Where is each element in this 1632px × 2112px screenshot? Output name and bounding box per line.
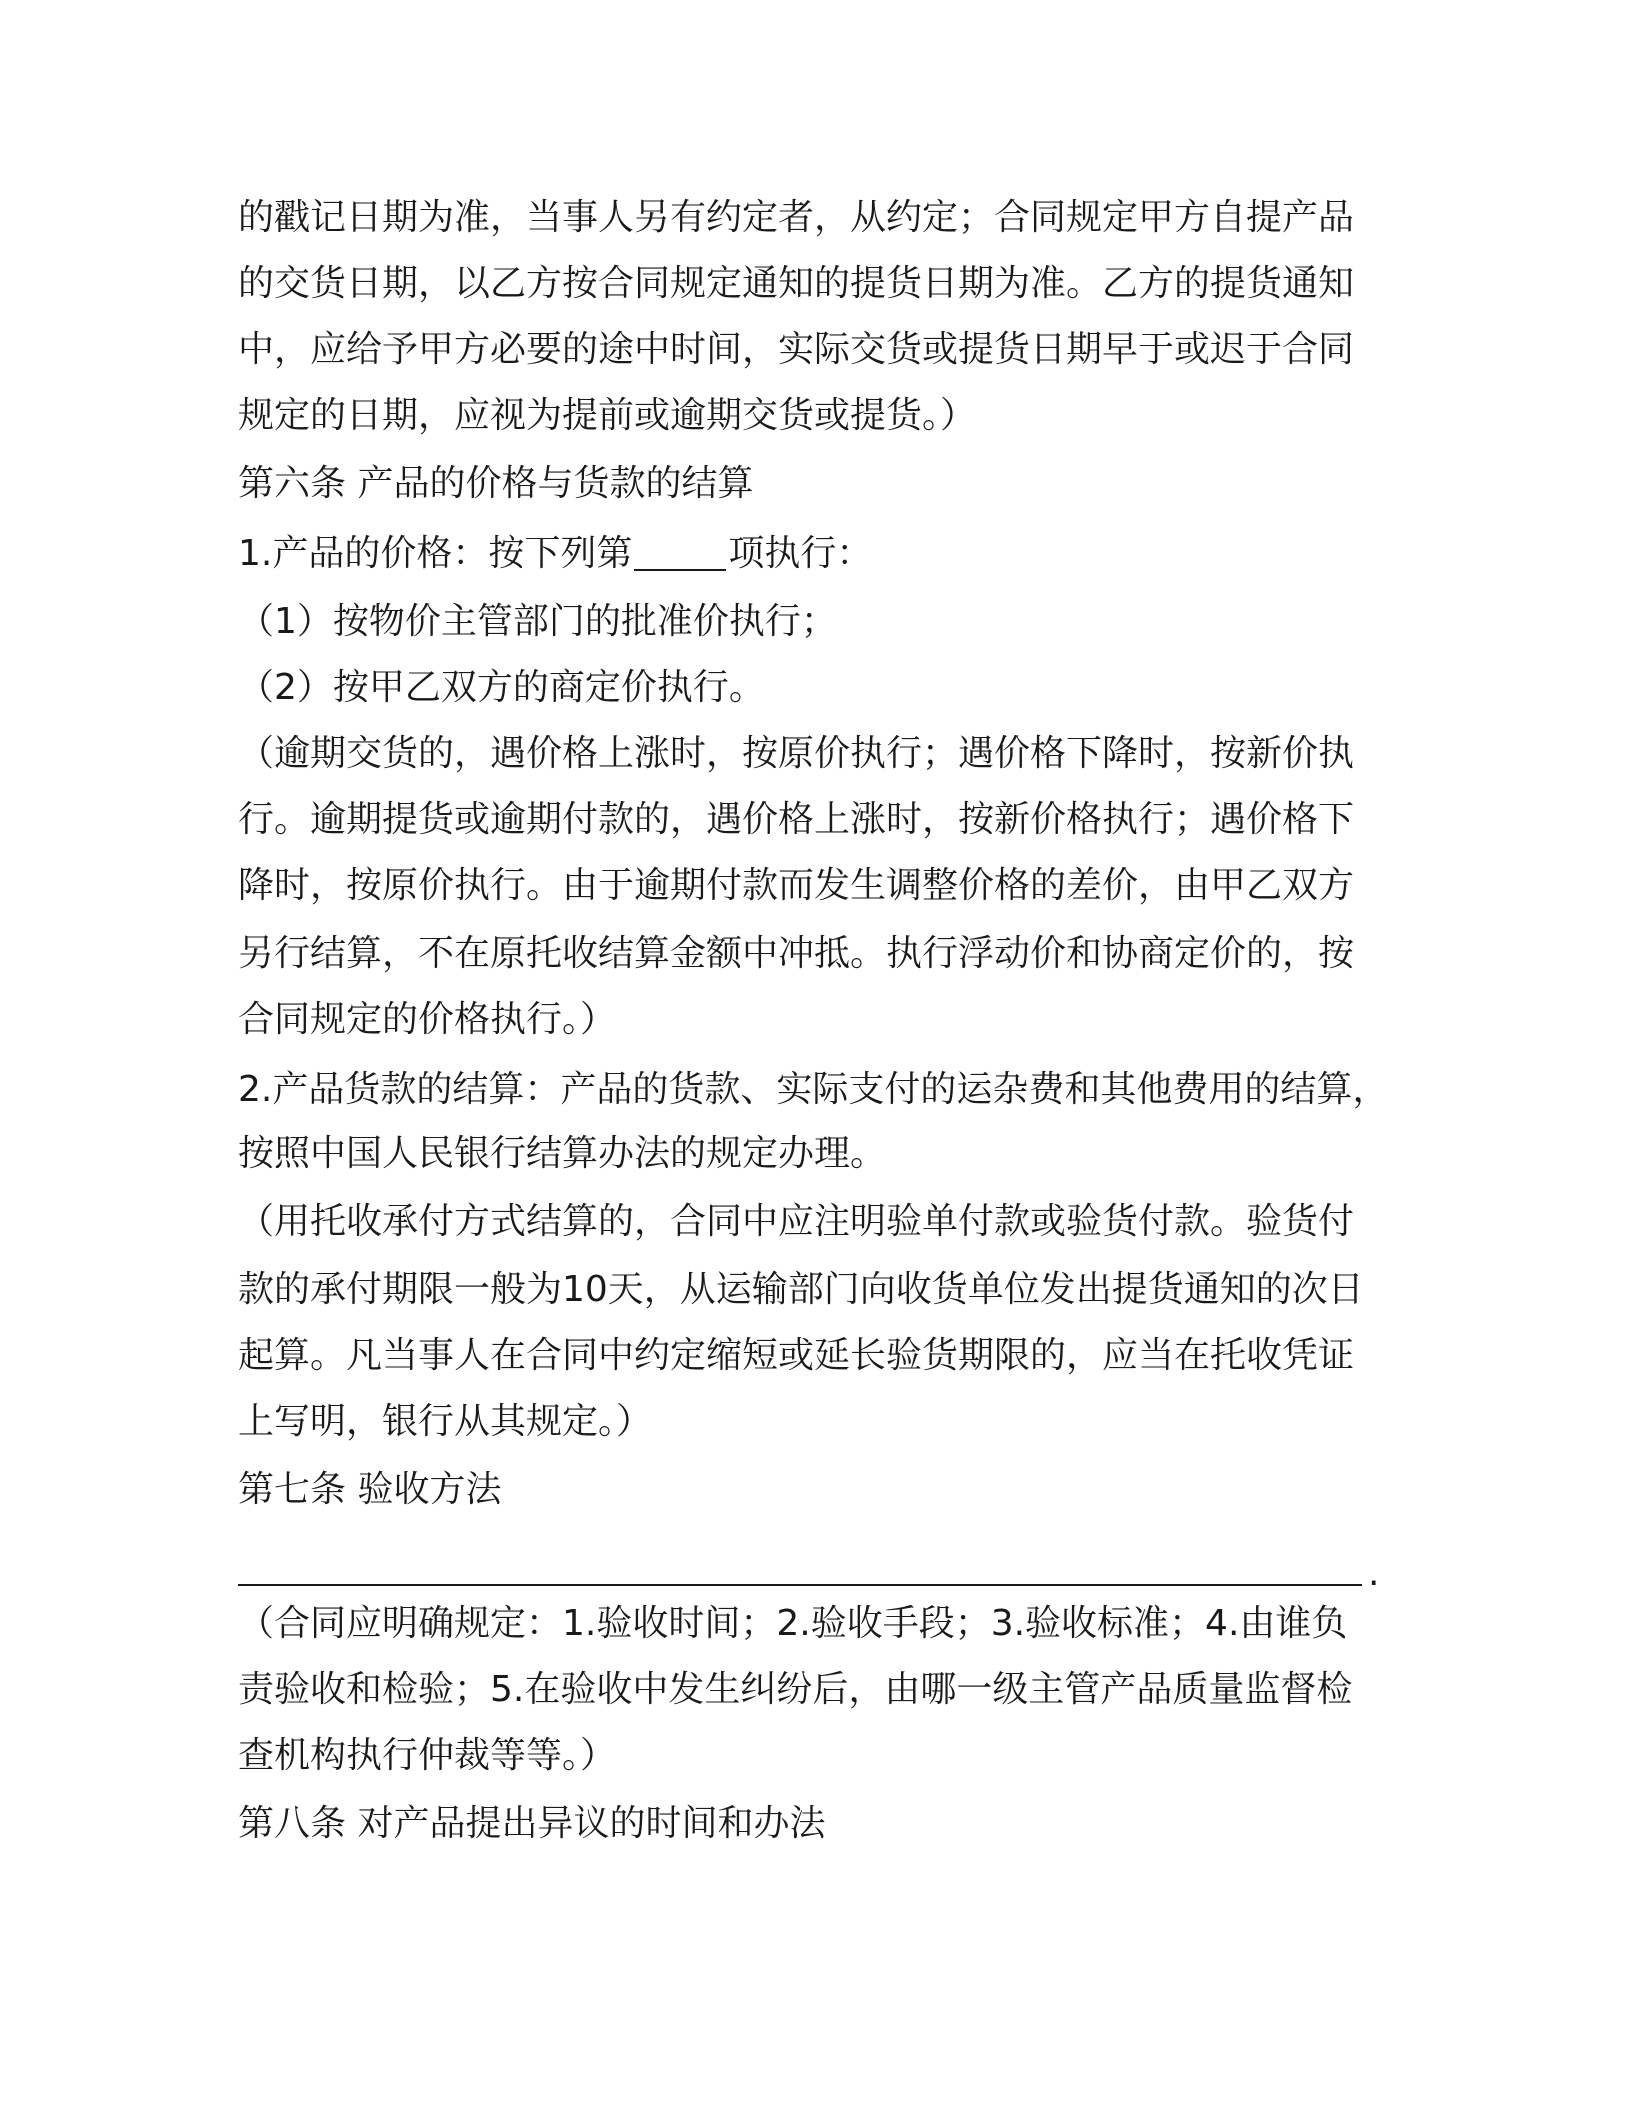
section-heading-6: 第六条 产品的价格与货款的结算: [238, 463, 754, 504]
option-2: （2）按甲乙双方的商定价执行。: [238, 667, 765, 708]
price-clause-before: 1.产品的价格：按下列第: [238, 533, 633, 574]
text-line: 规定的日期，应视为提前或逾期交货或提货。）: [238, 395, 977, 436]
text-line: 起算。凡当事人在合同中约定缩短或延长验货期限的，应当在托收凭证: [238, 1335, 1355, 1376]
text-line: 款的承付期限一般为10天，从运输部门向收货单位发出提货通知的次日: [238, 1269, 1364, 1310]
text-line: 降时，按原价执行。由于逾期付款而发生调整价格的差价，由甲乙双方: [238, 865, 1355, 906]
text-line: 上写明，银行从其规定。）: [238, 1401, 653, 1442]
text-line: 行。逾期提货或逾期付款的，遇价格上涨时，按新价格执行；遇价格下: [238, 799, 1355, 840]
text-line: 按照中国人民银行结算办法的规定办理。: [238, 1133, 887, 1174]
section-heading-7: 第七条 验收方法: [238, 1469, 502, 1510]
text-line: 责验收和检验；5.在验收中发生纠纷后，由哪一级主管产品质量监督检: [238, 1669, 1353, 1710]
text-line: 的交货日期，以乙方按合同规定通知的提货日期为准。乙方的提货通知: [238, 263, 1355, 304]
payment-clause: 2.产品货款的结算：产品的货款、实际支付的运杂费和其他费用的结算，: [238, 1069, 1389, 1110]
option-1: （1）按物价主管部门的批准价执行；: [238, 601, 837, 642]
fill-in-rule[interactable]: [238, 1584, 1362, 1586]
price-clause-after: 项执行：: [728, 533, 873, 574]
fill-in-blank[interactable]: [634, 533, 726, 571]
section-heading-8: 第八条 对产品提出异议的时间和办法: [238, 1803, 826, 1844]
text-line: （用托收承付方式结算的，合同中应注明验单付款或验货付款。验货付: [238, 1201, 1355, 1242]
text-line: 查机构执行仲裁等等。）: [238, 1735, 617, 1776]
text-line: 合同规定的价格执行。）: [238, 999, 617, 1040]
rule-end-dot: .: [1368, 1553, 1380, 1594]
text-line: （合同应明确规定：1.验收时间；2.验收手段；3.验收标准；4.由谁负: [238, 1603, 1348, 1644]
text-line: 另行结算，不在原托收结算金额中冲抵。执行浮动价和协商定价的，按: [238, 933, 1355, 974]
text-line: （逾期交货的，遇价格上涨时，按原价执行；遇价格下降时，按新价执: [238, 733, 1355, 774]
text-line: 的戳记日期为准，当事人另有约定者，从约定；合同规定甲方自提产品: [238, 197, 1355, 238]
price-clause: [238, 530, 1388, 578]
text-line: 中，应给予甲方必要的途中时间，实际交货或提货日期早于或迟于合同: [238, 329, 1355, 370]
